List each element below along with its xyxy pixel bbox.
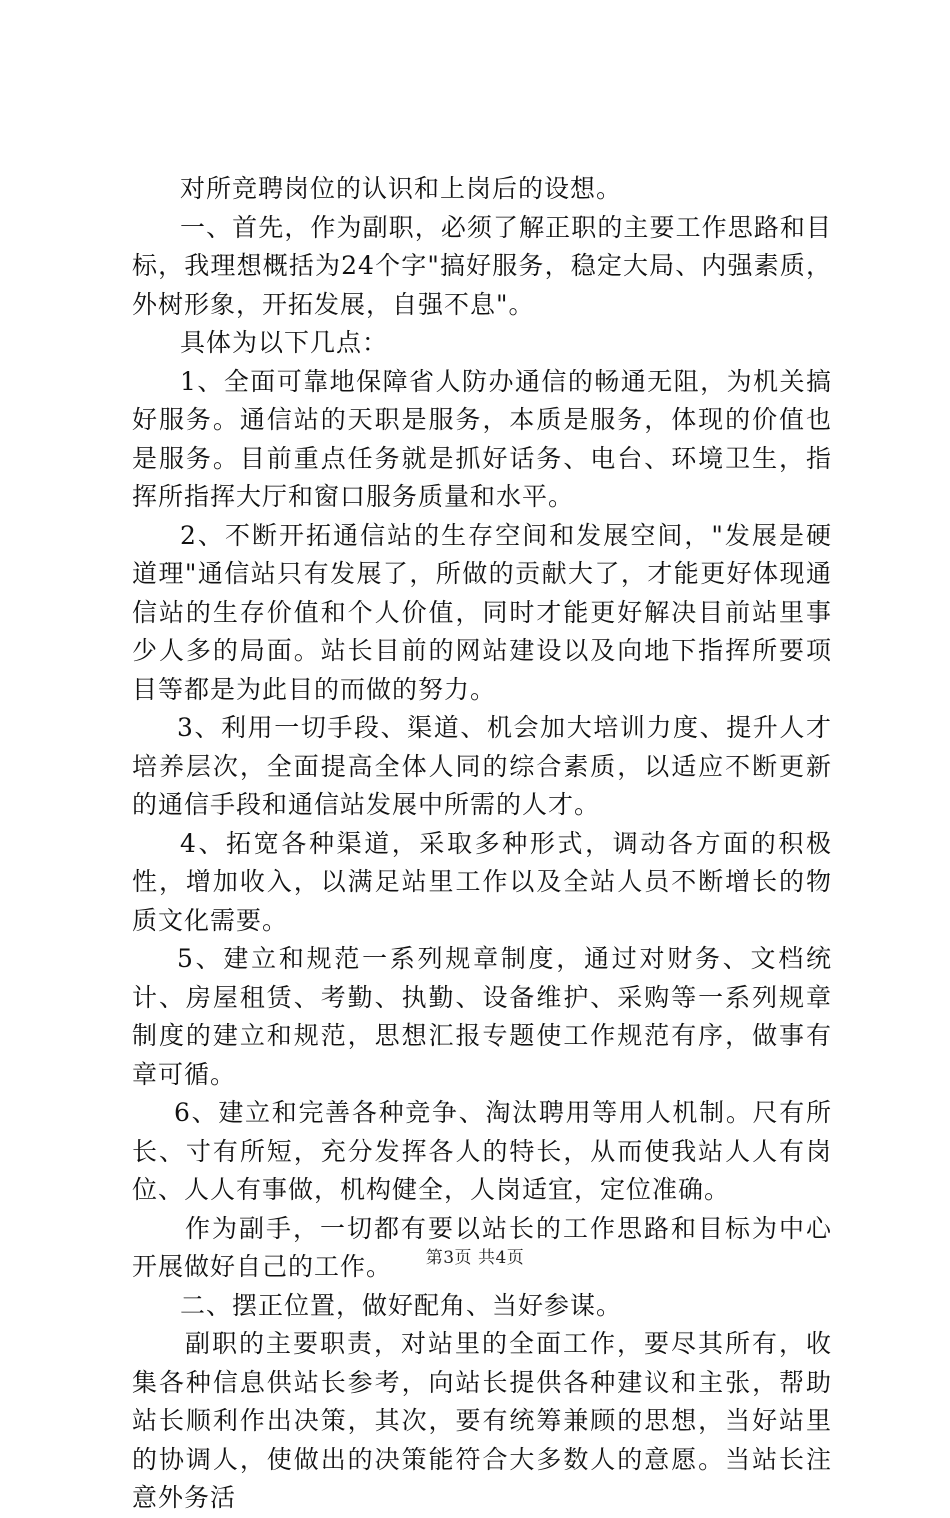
paragraph-intro: 对所竞聘岗位的认识和上岗后的设想。 xyxy=(180,174,623,203)
paragraph-deputy-role: 作为副手，一切都有要以站长的工作思路和目标为中心开展做好自己的工作。 xyxy=(132,1213,832,1281)
paragraph-section-one: 一、首先，作为副职，必须了解正职的主要工作思路和目标，我理想概括为24个字"搞好服务，稳定大局、内强素质，外树形象，开拓发展，自强不息"。 xyxy=(132,212,832,319)
paragraph-point-4: 4、拓宽各种渠道，采取多种形式，调动各方面的积极性，增加收入，以满足站里工作以及全站人员不断增长的物质文化需要。 xyxy=(132,828,832,935)
paragraph-points-intro: 具体为以下几点： xyxy=(180,328,389,357)
document-body xyxy=(132,170,832,1518)
paragraph-point-1: 1、全面可靠地保障省人防办通信的畅通无阻，为机关搞好服务。通信站的天职是服务，本质是服务，体现的价值也是服务。目前重点任务就是抓好话务、电台、环境卫生，指挥所指挥大厅和窗口服务质量和水平。 xyxy=(132,366,832,511)
paragraph-point-2: 2、不断开拓通信站的生存空间和发展空间，"发展是硬道理"通信站只有发展了，所做的贡献大了，才能更好体现通信站的生存价值和个人价值，同时才能更好解决目前站里事少人多的局面。站长目前的网站建设以及向地下指挥所要项目等都是为此目的而做的努力。 xyxy=(132,520,832,704)
paragraph-deputy-duties: 副职的主要职责，对站里的全面工作，要尽其所有，收集各种信息供站长参考，向站长提供各种建议和主张，帮助站长顺利作出决策，其次，要有统筹兼顾的思想，当好站里的协调人，使做出的决策能符合大多数人的意愿。当站长注意外务活 xyxy=(132,1329,832,1512)
paragraph-point-6: 6、建立和完善各种竞争、淘汰聘用等用人机制。尺有所长、寸有所短，充分发挥各人的特长，从而使我站人人有岗位、人人有事做，机构健全，人岗适宜，定位准确。 xyxy=(132,1098,832,1204)
paragraph-point-3: 3、利用一切手段、渠道、机会加大培训力度、提升人才培养层次，全面提高全体人同的综合素质，以适应不断更新的通信手段和通信站发展中所需的人才。 xyxy=(132,713,832,819)
paragraph-section-two: 二、摆正位置，做好配角、当好参谋。 xyxy=(180,1290,623,1320)
page-footer: 第3页 共4页 xyxy=(425,1248,525,1268)
paragraph-point-5: 5、建立和规范一系列规章制度，通过对财务、文档统计、房屋租赁、考勤、执勤、设备维护、采购等一系列规章制度的建立和规范，思想汇报专题使工作规范有序，做事有章可循。 xyxy=(132,944,832,1089)
